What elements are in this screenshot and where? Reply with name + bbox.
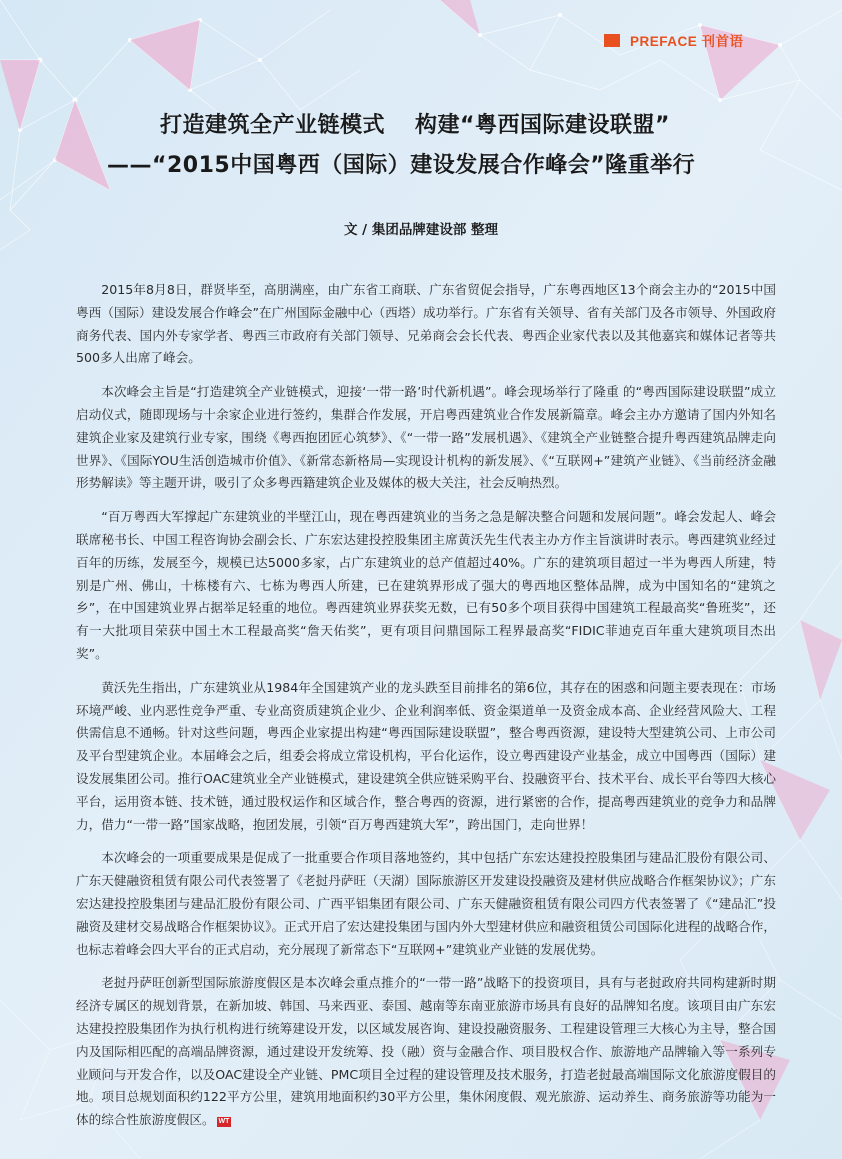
title-line-1-part-1: 打造建筑全产业链模式	[160, 113, 386, 138]
end-mark-logo: WT	[218, 1118, 230, 1126]
article-body	[76, 279, 776, 1143]
paragraph-last	[76, 972, 776, 1132]
title-line-2: ——“2015中国粤西（国际）建设发展合作峰会”隆重举行	[107, 153, 696, 178]
byline: 文 / 集团品牌建设部 整理	[343, 222, 499, 238]
preface-label: PREFACE 刊首语	[630, 34, 744, 49]
paragraph-last-text: 老挝丹萨旺创新型国际旅游度假区是本次峰会重点推介的“一带一路”战略下的投资项目，具有与老挝政府共同构建新时期经济专属区的规划背景，在新加坡、韩国、马来西亚、泰国、越南等东南亚旅游市场具有良好的品牌知名度。该项目由广东宏达建投控股集团作为执行机构进行统筹建设开发，以区域发展咨询、建设投融资服务、工程建设管理三大核心为主导，整合国内及国际相匹配的高端品牌资源，通过建设开发统筹、投（融）资与金融合作、项目股权合作、旅游地产品牌输入等一系列专业顾问与开发合作，以及OAC建设全产业链、PMC项目全过程的建设管理及技术服务，打造老挝最高端国际文化旅游度假目的地。项目总规划面积约122平方公里，建筑用地面积约30平方公里，集休闲度假、观光旅游、运动养生、商务旅游等功能为一体的综合性旅游度假区。	[76, 975, 776, 1128]
paragraph: 2015年8月8日，群贤毕至，高朋满座，由广东省工商联、广东省贸促会指导，广东粤西地区13个商会主办的“2015中国粤西（国际）建设发展合作峰会”在广州国际金融中心（西塔）成功举行。广东省有关领导、省有关部门及各市领导、外国政府商务代表、国内外专家学者、粤西三市政府有关部门领导、兄弟商会会长代表、粤西企业家代表以及其他嘉宾和媒体记者等共500多人出席了峰会。	[76, 282, 776, 366]
paragraph: “百万粤西大军撑起广东建筑业的半壁江山，现在粤西建筑业的当务之急是解决整合问题和发展问题”。峰会发起人、峰会联席秘书长、中国工程咨询协会副会长、广东宏达建投控股集团主席黄沃先生代表主办方作主旨演讲时表示。粤西建筑业经过百年的历练，发展至今，规模已达5000多家，占广东建筑业的总产值超过40%。广东的建筑项目超过一半为粤西人所建，特别是广州、佛山，十栋楼有六、七栋为粤西人所建，已在建筑界形成了强大的粤西地区整体品牌，成为中国知名的“建筑之乡”，在中国建筑业界占据举足轻重的地位。粤西建筑业界获奖无数，已有50多个项目获得中国建筑工程最高奖“鲁班奖”，还有一大批项目荣获中国土木工程最高奖“詹天佑奖”，更有项目问鼎国际工程界最高奖“FIDIC菲迪克百年重大建筑项目杰出奖”。	[76, 509, 776, 661]
orange-square-icon	[604, 34, 620, 47]
paragraph: 黄沃先生指出，广东建筑业从1984年全国建筑产业的龙头跌至目前排名的第6位，其存在的困惑和问题主要表现在：市场环境严峻、业内恶性竞争严重、专业高资质建筑企业少、企业利润率低、资金渠道单一及资金成本高、企业经营风险大、工程供需信息不通畅。针对这些问题，粤西企业家提出构建“粤西国际建设联盟”，整合粤西资源，建设特大型建筑公司、上市公司及平台型建筑企业。本届峰会之后，组委会将成立常设机构，平台化运作，设立粤西建设产业基金，成立中国粤西（国际）建设发展集团公司。推行OAC建筑业全产业链模式，建设建筑全供应链采购平台、投融资平台、技术平台、成长平台等四大核心平台，运用资本链、技术链，通过股权运作和区域合作，整合粤西的资源，进行紧密的合作，提高粤西建筑业的竞争力和品牌力，借力“一带一路”国家战略，抱团发展，引领“百万粤西建筑大军”，跨出国门，走向世界！	[76, 679, 776, 832]
paragraph: 本次峰会的一项重要成果是促成了一批重要合作项目落地签约，其中包括广东宏达建投控股集团与建品汇股份有限公司、广东天健融资租赁有限公司代表签署了《老挝丹萨旺（天湖）国际旅游区开发建设投融资及建材供应战略合作框架协议》；广东宏达建投控股集团与建品汇股份有限公司、广西平铝集团有限公司、广东天健融资租赁有限公司四方代表签署了《“建品汇”投融资及建材交易战略合作框架协议》。正式开启了宏达建投集团与国内外大型建材供应和融资租赁公司国际化进程的战略合作，也标志着峰会四大平台的正式启动，充分展现了新常态下“互联网+”建筑业产业链的发展优势。	[76, 850, 776, 957]
title-line-1-part-2: 构建“粤西国际建设联盟”	[415, 113, 670, 138]
title-line-1	[160, 108, 670, 139]
paragraph: 本次峰会主旨是“打造建筑全产业链模式，迎接‘一带一路’时代新机遇”。峰会现场举行了隆重 的“粤西国际建设联盟”成立启动仪式，随即现场与十余家企业进行签约，集群合作发展，开启粤西建筑业合作发展新篇章。峰会主办方邀请了国内外知名建筑企业家及建筑行业专家，围绕《粤西抱团匠心筑梦》、《“一带一路”发展机遇》、《建筑全产业链整合提升粤西建筑品牌走向世界》、《国际YOU生活创造城市价值》、《新常态新格局—实现设计机构的新发展》、《“互联网+”建筑产业链》、《当前经济金融形势解读》等主题开讲，吸引了众多粤西籍建筑企业及媒体的极大关注，社会反响热烈。	[76, 384, 776, 491]
preface-header	[604, 30, 744, 50]
